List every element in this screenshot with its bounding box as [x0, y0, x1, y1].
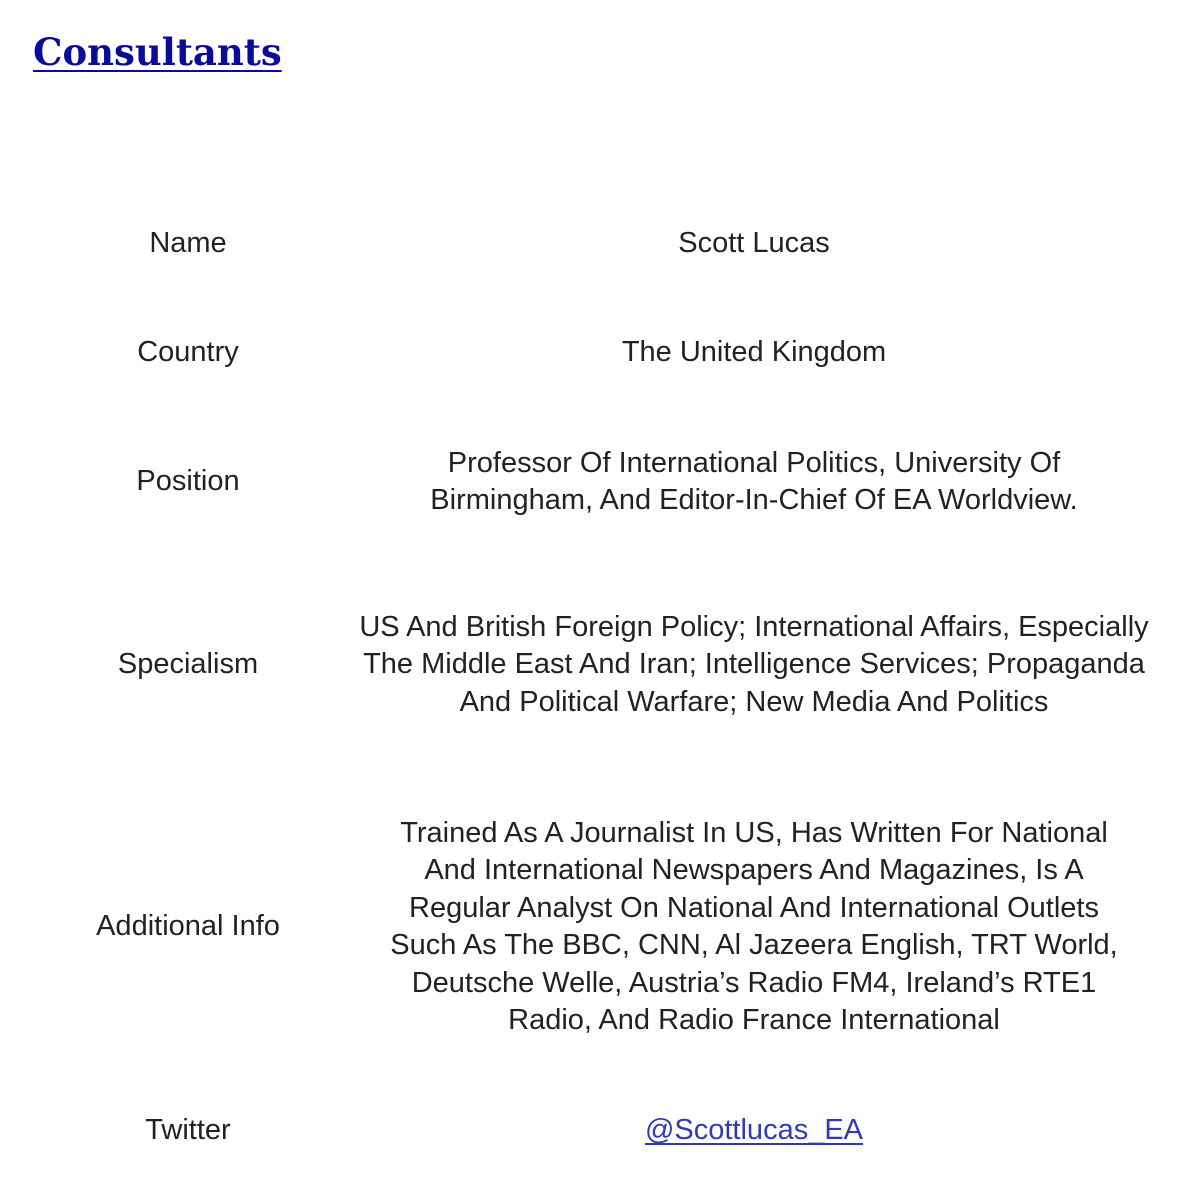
table-row-additional-info — [0, 814, 1190, 1040]
table-row-specialism — [0, 590, 1190, 740]
country-label: Country — [137, 336, 239, 369]
table-row-name — [0, 225, 1190, 263]
table-row-twitter — [0, 1112, 1190, 1150]
twitter-handle-link[interactable]: @Scottlucas_EA — [644, 1114, 864, 1147]
consultants-heading-link[interactable]: Consultants — [33, 30, 282, 74]
position-label: Position — [136, 465, 240, 498]
twitter-label: Twitter — [145, 1114, 231, 1147]
additional-info-value: Trained As A Journalist In US, Has Written For National And International Newspapers And Magazines, Is A Regular Analyst On National And International Outlets Such As The BBC, CNN, Al Jazeera English, TRT World, Deutsche Welle, Austria’s Radio FM4, Ireland’s RTE1 Radio, And Radio France International — [390, 816, 1118, 1036]
twitter-value-cell — [340, 1112, 1168, 1150]
additional-info-label: Additional Info — [96, 910, 280, 943]
specialism-value: US And British Foreign Policy; International Affairs, Especially The Middle East And Iran; Intelligence Services; Propaganda And Political Warfare; New Media And Politics — [359, 610, 1149, 718]
table-row-position — [0, 444, 1190, 520]
name-value: Scott Lucas — [678, 227, 830, 260]
position-value: Professor Of International Politics, University Of Birmingham, And Editor-In-Chief Of EA Worldview. — [430, 446, 1078, 516]
country-value: The United Kingdom — [621, 336, 887, 369]
name-label: Name — [149, 227, 227, 260]
specialism-label: Specialism — [117, 648, 259, 681]
table-row-country — [0, 334, 1190, 372]
